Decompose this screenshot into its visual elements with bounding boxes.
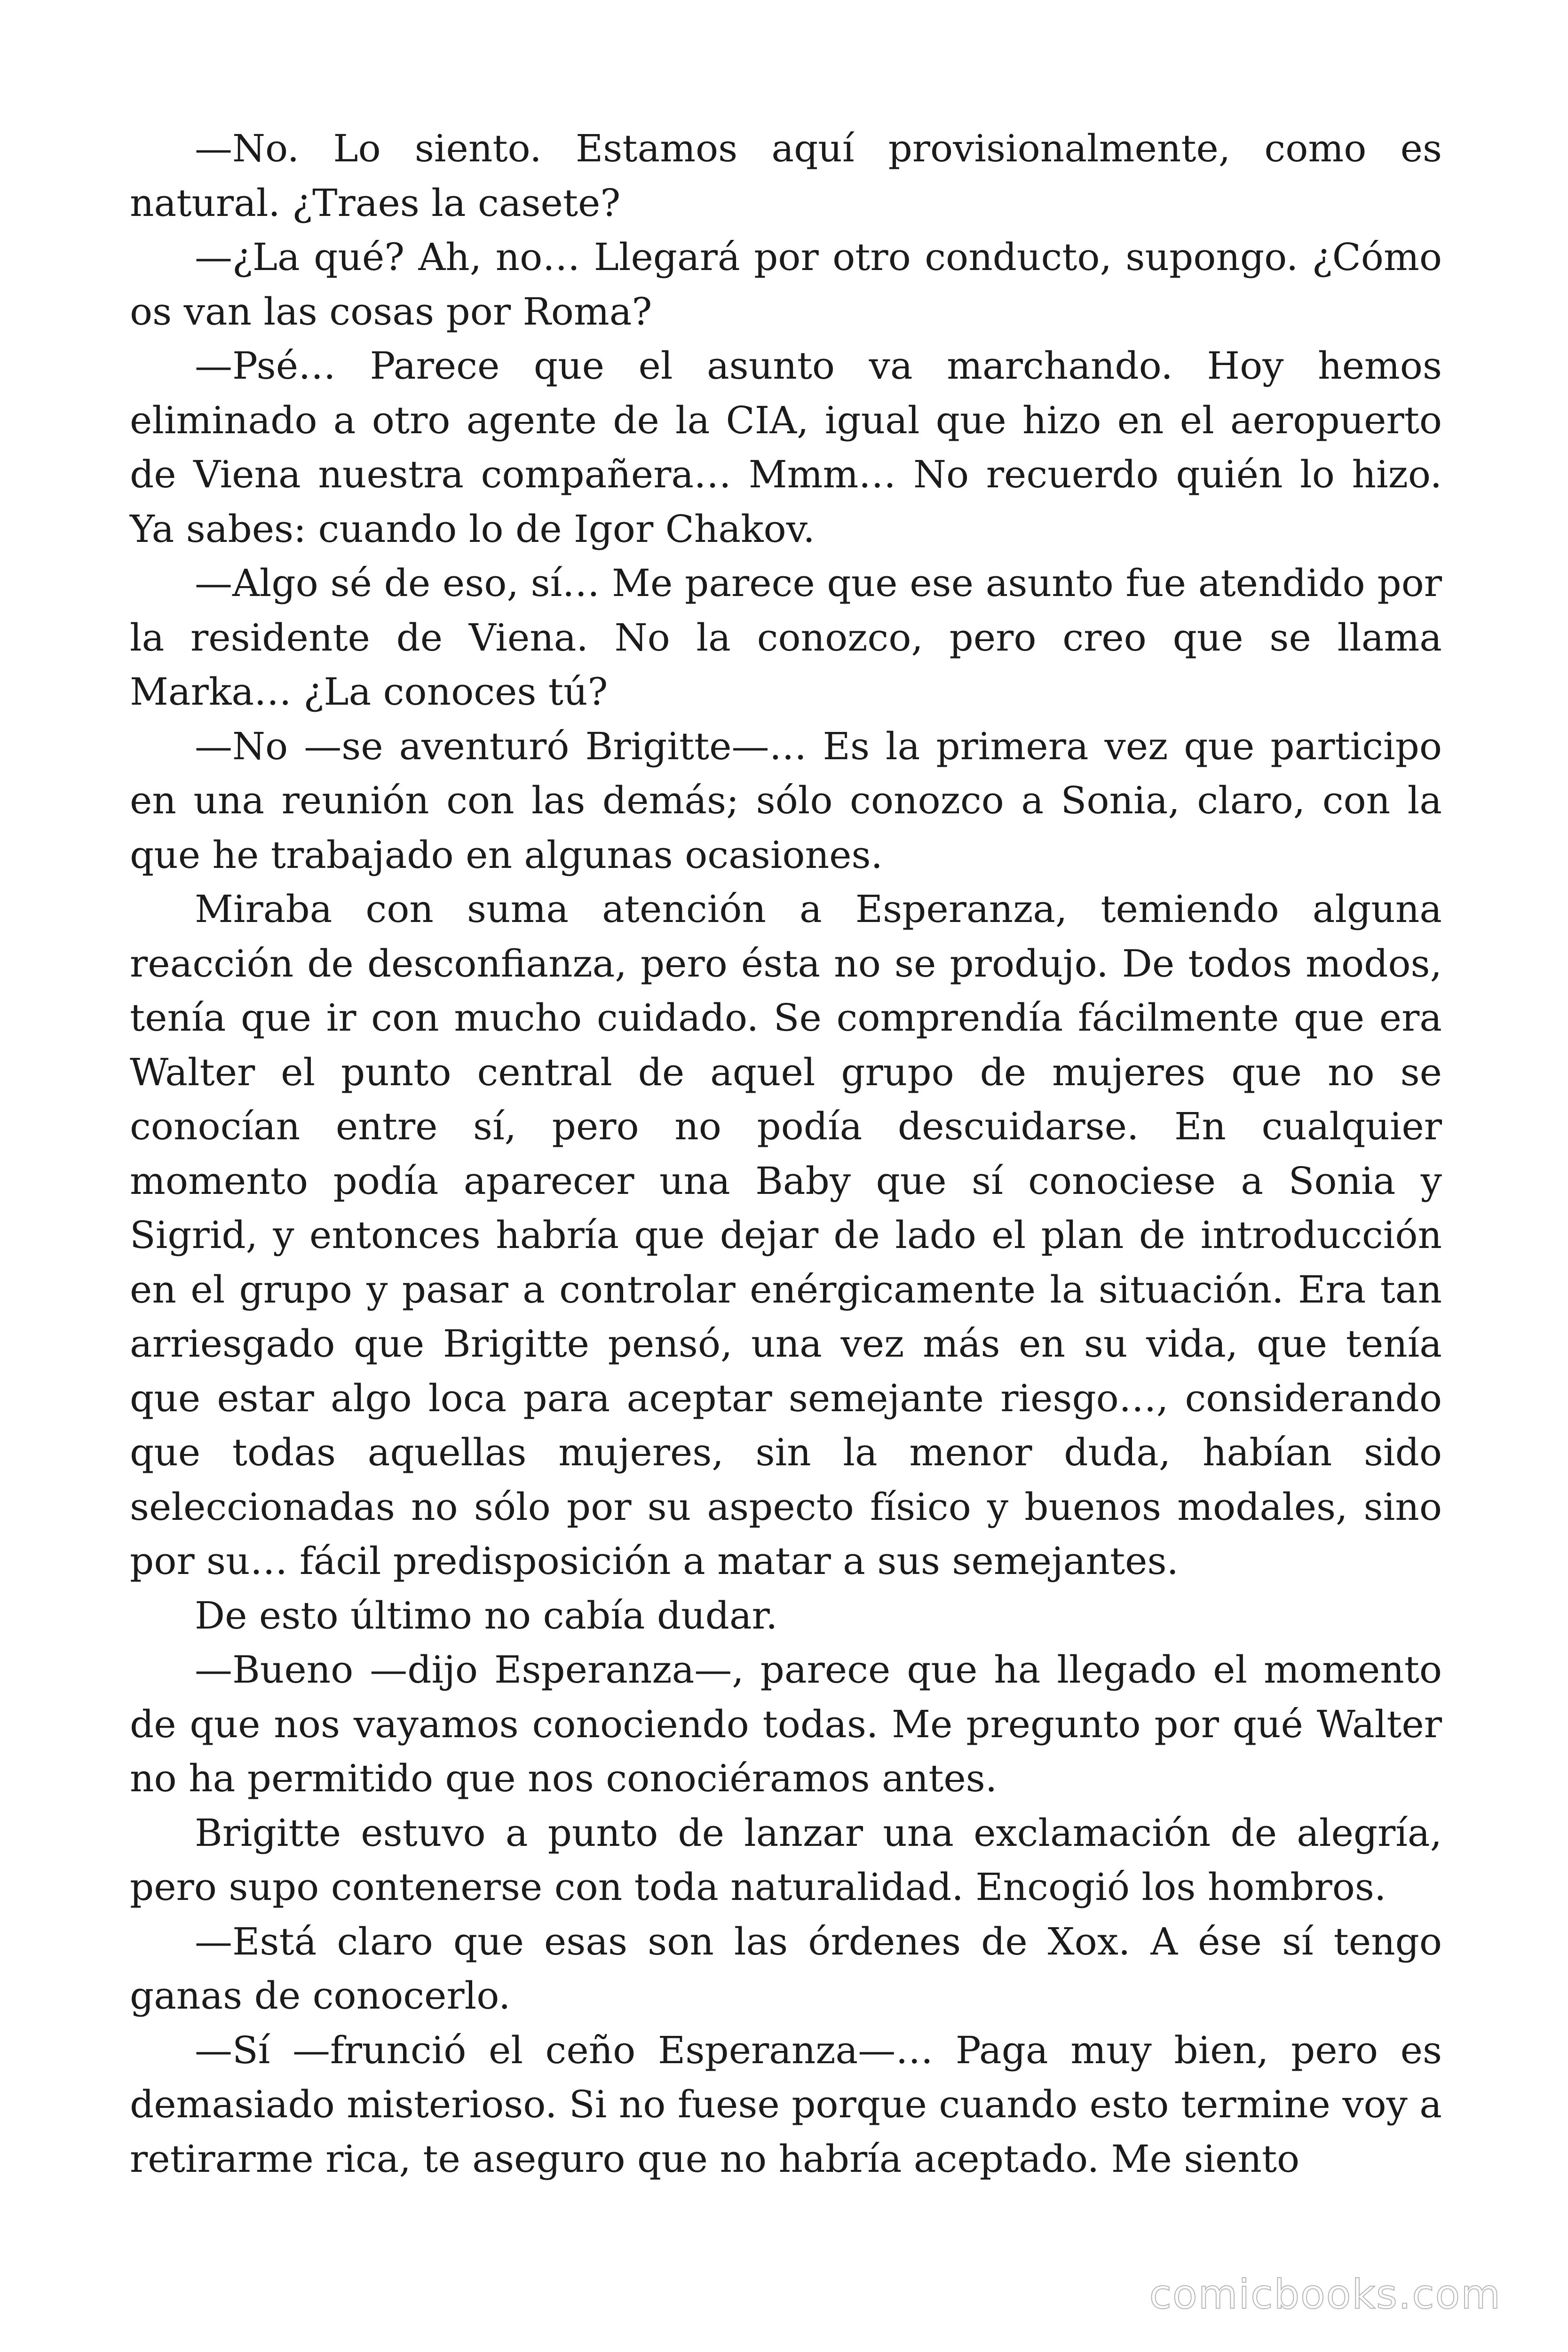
- watermark: comicbooks.com: [1149, 2271, 1501, 2318]
- paragraph: —Sí —frunció el ceño Esperanza—… Paga muy bien, pero es demasiado misterioso. Si no fuese porque cuando esto termine voy a retirarme rica, te aseguro que no habría aceptado. Me siento: [130, 2028, 1442, 2181]
- paragraph: —No —se aventuró Brigitte—… Es la primera vez que participo en una reunión con las demás; sólo conozco a Sonia, claro, con la que he trabajado en algunas ocasiones.: [130, 724, 1442, 877]
- paragraph: —Psé… Parece que el asunto va marchando. Hoy hemos eliminado a otro agente de la CIA, igual que hizo en el aeropuerto de Viena nuestra compañera… Mmm… No recuerdo quién lo hizo. Ya sabes: cuando lo de Igor Chakov.: [130, 344, 1442, 551]
- body-text: [130, 121, 1442, 2186]
- paragraph: De esto último no cabía dudar.: [195, 1593, 778, 1637]
- paragraph: —¿La qué? Ah, no… Llegará por otro conducto, supongo. ¿Cómo os van las cosas por Roma?: [130, 235, 1442, 334]
- paragraph: —Algo sé de eso, sí… Me parece que ese asunto fue atendido por la residente de Viena. No la conozco, pero creo que se llama Marka… ¿La conoces tú?: [130, 561, 1442, 714]
- paragraph: —Bueno —dijo Esperanza—, parece que ha llegado el momento de que nos vayamos conociendo todas. Me pregunto por qué Walter no ha permitido que nos conociéramos antes.: [130, 1648, 1442, 1800]
- paragraph: —Está claro que esas son las órdenes de Xox. A ése sí tengo ganas de conocerlo.: [130, 1919, 1442, 2018]
- paragraph: Brigitte estuvo a punto de lanzar una exclamación de alegría, pero supo contenerse con toda naturalidad. Encogió los hombros.: [130, 1811, 1442, 1909]
- paragraph: Miraba con suma atención a Esperanza, temiendo alguna reacción de desconfianza, pero ésta no se produjo. De todos modos, tenía que ir con mucho cuidado. Se comprendía fácilmente que era Walter el punto central de aquel grupo de mujeres que no se conocían entre sí, pero no podía descuidarse. En cualquier momento podía aparecer una Baby que sí conociese a Sonia y Sigrid, y entonces habría que dejar de lado el plan de introducción en el grupo y pasar a controlar enérgicamente la situación. Era tan arriesgado que Brigitte pensó, una vez más en su vida, que tenía que estar algo loca para aceptar semejante riesgo…, considerando que todas aquellas mujeres, sin la menor duda, habían sido seleccionadas no sólo por su aspecto físico y buenos modales, sino por su… fácil predisposición a matar a sus semejantes.: [130, 887, 1442, 1583]
- paragraph: —No. Lo siento. Estamos aquí provisionalmente, como es natural. ¿Traes la casete?: [130, 127, 1442, 225]
